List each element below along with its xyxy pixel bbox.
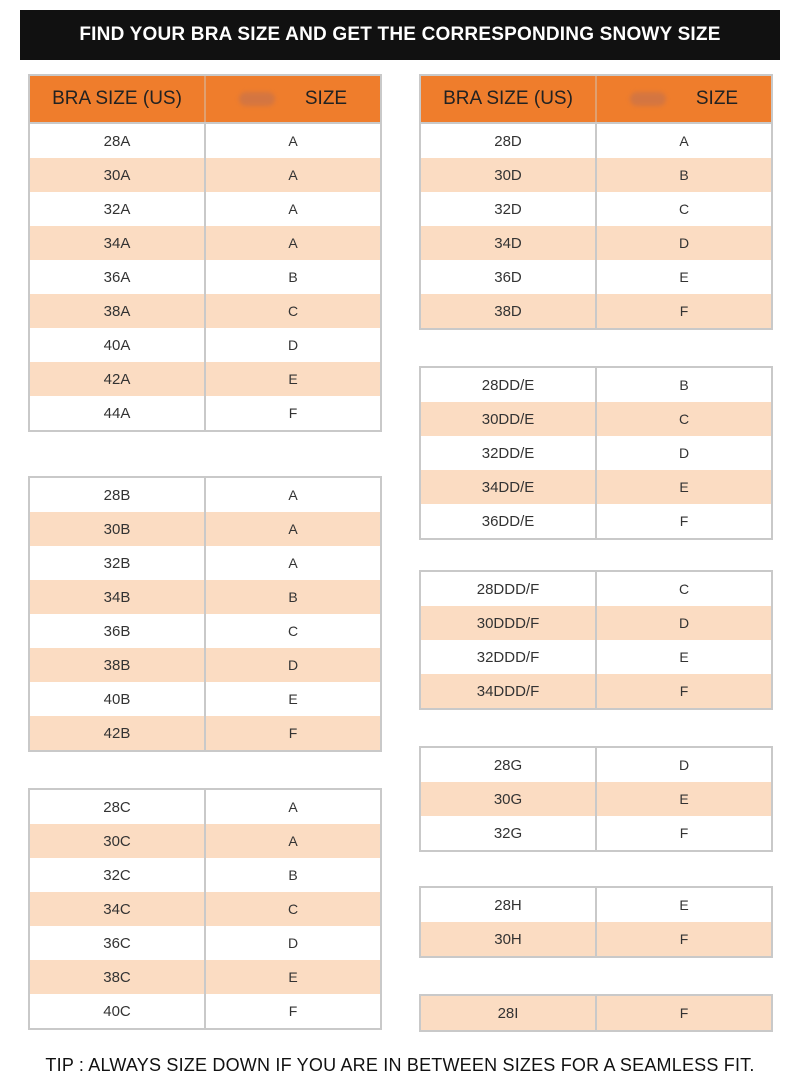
snowy-size-cell: E xyxy=(679,479,689,495)
table-row xyxy=(421,226,771,260)
table-row xyxy=(421,816,771,850)
size-table-ddd xyxy=(419,570,773,710)
table-row xyxy=(30,158,380,192)
bra-size-cell: 40C xyxy=(30,994,206,1028)
bra-size-cell: 40B xyxy=(30,682,206,716)
table-row xyxy=(30,478,380,512)
table-row xyxy=(421,888,771,922)
bra-size-cell: 38A xyxy=(30,294,206,328)
bra-size-cell: 34C xyxy=(30,892,206,926)
table-row xyxy=(421,368,771,402)
table-row xyxy=(421,294,771,328)
header-bra-size: BRA SIZE (US) xyxy=(30,76,206,122)
bra-size-cell: 38C xyxy=(30,960,206,994)
table-row xyxy=(30,994,380,1028)
snowy-size-cell: C xyxy=(678,201,690,217)
snowy-size-cell: A xyxy=(288,167,298,183)
table-row xyxy=(30,328,380,362)
bra-size-cell: 28H xyxy=(421,888,597,922)
bra-size-cell: 30B xyxy=(30,512,206,546)
table-row xyxy=(30,892,380,926)
table-row xyxy=(421,260,771,294)
snowy-size-cell: F xyxy=(679,1005,689,1021)
table-row xyxy=(421,402,771,436)
bra-size-cell: 32B xyxy=(30,546,206,580)
table-row xyxy=(421,470,771,504)
snowy-size-cell: B xyxy=(679,167,689,183)
snowy-size-cell: F xyxy=(679,825,689,841)
snowy-size-cell: B xyxy=(288,867,298,883)
bra-size-cell: 28DD/E xyxy=(421,368,597,402)
tip-text: TIP : ALWAYS SIZE DOWN IF YOU ARE IN BETWEEN SIZES FOR A SEAMLESS FIT. xyxy=(45,1055,755,1075)
bra-size-cell: 28I xyxy=(421,996,597,1030)
table-row xyxy=(421,158,771,192)
table-row xyxy=(421,674,771,708)
snowy-size-cell: A xyxy=(288,521,298,537)
header-size xyxy=(597,76,771,122)
bra-size-cell: 34DDD/F xyxy=(421,674,597,708)
snowy-size-cell: E xyxy=(288,371,298,387)
page-title: FIND YOUR BRA SIZE AND GET THE CORRESPONDING SNOWY SIZE xyxy=(20,10,780,60)
table-row xyxy=(30,362,380,396)
header-size-label: SIZE xyxy=(695,88,739,109)
snowy-size-cell: B xyxy=(288,589,298,605)
size-table-i xyxy=(419,994,773,1032)
table-row xyxy=(30,294,380,328)
bra-size-cell: 32D xyxy=(421,192,597,226)
snowy-size-cell: D xyxy=(287,657,299,673)
bra-size-cell: 32G xyxy=(421,816,597,850)
bra-size-cell: 36C xyxy=(30,926,206,960)
size-table-g xyxy=(419,746,773,852)
table-row xyxy=(421,748,771,782)
table-row xyxy=(30,960,380,994)
bra-size-cell: 32C xyxy=(30,858,206,892)
table-row xyxy=(30,614,380,648)
bra-size-cell: 30D xyxy=(421,158,597,192)
table-row xyxy=(30,926,380,960)
table-row xyxy=(30,790,380,824)
size-table-b xyxy=(28,476,382,752)
snowy-size-cell: A xyxy=(288,133,298,149)
snowy-size-cell: D xyxy=(678,757,690,773)
table-row xyxy=(421,572,771,606)
snowy-size-cell: A xyxy=(288,487,298,503)
snowy-size-cell: F xyxy=(288,725,298,741)
snowy-size-cell: E xyxy=(679,897,689,913)
blurred-logo-icon xyxy=(239,92,275,106)
table-row xyxy=(421,504,771,538)
size-table-c xyxy=(28,788,382,1030)
snowy-size-cell: D xyxy=(678,235,690,251)
bra-size-cell: 32A xyxy=(30,192,206,226)
snowy-size-cell: A xyxy=(288,201,298,217)
table-row xyxy=(421,640,771,674)
snowy-size-cell: F xyxy=(679,931,689,947)
bra-size-cell: 30C xyxy=(30,824,206,858)
table-header xyxy=(421,76,771,124)
table-row xyxy=(30,226,380,260)
bra-size-cell: 36DD/E xyxy=(421,504,597,538)
table-row xyxy=(30,648,380,682)
snowy-size-cell: E xyxy=(679,791,689,807)
bra-size-cell: 30A xyxy=(30,158,206,192)
table-row xyxy=(30,396,380,430)
size-table-d xyxy=(419,74,773,330)
snowy-size-cell: A xyxy=(288,235,298,251)
bra-size-cell: 38B xyxy=(30,648,206,682)
snowy-size-cell: D xyxy=(287,935,299,951)
table-row xyxy=(30,824,380,858)
table-row xyxy=(30,512,380,546)
snowy-size-cell: E xyxy=(288,691,298,707)
bra-size-cell: 34DD/E xyxy=(421,470,597,504)
snowy-size-cell: D xyxy=(678,445,690,461)
table-header xyxy=(30,76,380,124)
snowy-size-cell: B xyxy=(679,377,689,393)
snowy-size-cell: F xyxy=(679,303,689,319)
bra-size-cell: 30H xyxy=(421,922,597,956)
blurred-logo-icon xyxy=(630,92,666,106)
snowy-size-cell: C xyxy=(287,303,299,319)
size-table-a xyxy=(28,74,382,432)
bra-size-cell: 42A xyxy=(30,362,206,396)
bra-size-cell: 36D xyxy=(421,260,597,294)
snowy-size-cell: F xyxy=(679,513,689,529)
header-bra-size: BRA SIZE (US) xyxy=(421,76,597,122)
table-row xyxy=(30,580,380,614)
snowy-size-cell: E xyxy=(288,969,298,985)
table-row xyxy=(421,192,771,226)
table-row xyxy=(30,192,380,226)
snowy-size-cell: E xyxy=(679,649,689,665)
snowy-size-cell: F xyxy=(288,405,298,421)
bra-size-cell: 42B xyxy=(30,716,206,750)
bra-size-cell: 28B xyxy=(30,478,206,512)
bra-size-cell: 28A xyxy=(30,124,206,158)
bra-size-cell: 30DDD/F xyxy=(421,606,597,640)
snowy-size-cell: E xyxy=(679,269,689,285)
table-row xyxy=(30,260,380,294)
snowy-size-cell: A xyxy=(288,833,298,849)
bra-size-cell: 28D xyxy=(421,124,597,158)
bra-size-cell: 30DD/E xyxy=(421,402,597,436)
bra-size-cell: 32DD/E xyxy=(421,436,597,470)
snowy-size-cell: C xyxy=(678,581,690,597)
table-row xyxy=(30,124,380,158)
table-row xyxy=(30,716,380,750)
snowy-size-cell: D xyxy=(678,615,690,631)
table-row xyxy=(421,996,771,1030)
header-size-label: SIZE xyxy=(304,88,348,109)
snowy-size-cell: F xyxy=(288,1003,298,1019)
bra-size-cell: 28G xyxy=(421,748,597,782)
bra-size-cell: 34D xyxy=(421,226,597,260)
bra-size-cell: 34A xyxy=(30,226,206,260)
bra-size-cell: 32DDD/F xyxy=(421,640,597,674)
bra-size-cell: 38D xyxy=(421,294,597,328)
table-row xyxy=(421,922,771,956)
bra-size-cell: 34B xyxy=(30,580,206,614)
bra-size-cell: 36A xyxy=(30,260,206,294)
bra-size-cell: 44A xyxy=(30,396,206,430)
table-row xyxy=(30,858,380,892)
snowy-size-cell: F xyxy=(679,683,689,699)
table-row xyxy=(421,124,771,158)
snowy-size-cell: C xyxy=(287,623,299,639)
bra-size-cell: 40A xyxy=(30,328,206,362)
snowy-size-cell: A xyxy=(288,799,298,815)
table-row xyxy=(30,546,380,580)
bra-size-cell: 30G xyxy=(421,782,597,816)
table-row xyxy=(30,682,380,716)
table-row xyxy=(421,782,771,816)
snowy-size-cell: C xyxy=(287,901,299,917)
header-size xyxy=(206,76,380,122)
bra-size-cell: 28C xyxy=(30,790,206,824)
snowy-size-cell: C xyxy=(678,411,690,427)
size-table-h xyxy=(419,886,773,958)
table-row xyxy=(421,606,771,640)
table-row xyxy=(421,436,771,470)
bra-size-cell: 28DDD/F xyxy=(421,572,597,606)
bra-size-cell: 36B xyxy=(30,614,206,648)
snowy-size-cell: B xyxy=(288,269,298,285)
snowy-size-cell: A xyxy=(679,133,689,149)
snowy-size-cell: A xyxy=(288,555,298,571)
size-table-dd xyxy=(419,366,773,540)
snowy-size-cell: D xyxy=(287,337,299,353)
